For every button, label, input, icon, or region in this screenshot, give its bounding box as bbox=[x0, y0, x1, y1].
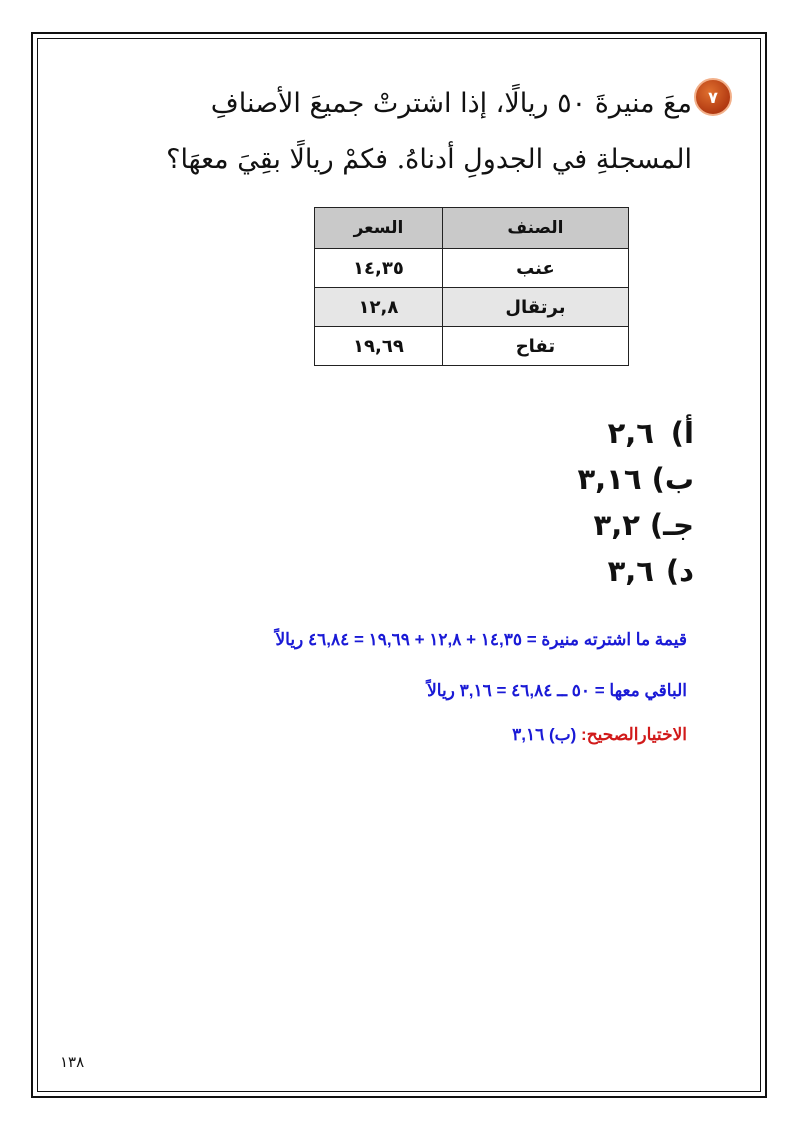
choice-value: ٣,٢ bbox=[593, 508, 640, 542]
question-number-badge bbox=[694, 78, 732, 116]
choice-d[interactable] bbox=[494, 548, 694, 594]
header-item: الصنف bbox=[442, 208, 628, 249]
header-price: السعر bbox=[315, 208, 443, 249]
answer-label: الاختيارالصحيح: bbox=[581, 725, 687, 744]
choice-letter: أ) bbox=[670, 416, 694, 450]
choice-value: ٣,٦ bbox=[607, 554, 654, 588]
choice-letter: ب) bbox=[651, 462, 694, 496]
table-row bbox=[315, 288, 629, 327]
question-line-2: المسجلةِ في الجدولِ أدناهُ. فكمْ ريالًا بقِيَ معهَا؟ bbox=[166, 144, 692, 175]
question-text bbox=[132, 76, 692, 188]
correct-answer bbox=[87, 725, 687, 745]
solution-line-2: الباقي معها = ٥٠ ــ ٤٦,٨٤ = ٣,١٦ ريالاً bbox=[427, 681, 687, 700]
row-item: تفاح bbox=[442, 327, 628, 366]
choice-value: ٢,٦ bbox=[607, 416, 654, 450]
choice-b[interactable] bbox=[494, 456, 694, 502]
answer-choices bbox=[494, 410, 694, 594]
page-number: ١٣٨ bbox=[60, 1053, 85, 1071]
row-price: ١٤,٣٥ bbox=[315, 249, 443, 288]
choice-letter: جـ) bbox=[649, 508, 694, 542]
row-price: ١٢,٨ bbox=[315, 288, 443, 327]
choice-a[interactable] bbox=[494, 410, 694, 456]
prices-table bbox=[314, 207, 629, 366]
answer-value: (ب) ٣,١٦ bbox=[512, 725, 577, 744]
row-price: ١٩,٦٩ bbox=[315, 327, 443, 366]
choice-value: ٣,١٦ bbox=[577, 462, 642, 496]
table-row bbox=[315, 249, 629, 288]
choice-c[interactable] bbox=[494, 502, 694, 548]
row-item: عنب bbox=[442, 249, 628, 288]
choice-letter: د) bbox=[665, 554, 694, 588]
question-line-1: معَ منيرةَ ٥٠ ريالًا، إذا اشترتْ جميعَ الأصنافِ bbox=[210, 88, 692, 119]
table-header-row bbox=[315, 208, 629, 249]
solution-line-1: قيمة ما اشترته منيرة = ١٤,٣٥ + ١٢,٨ + ١٩,٦٩ = ٤٦,٨٤ ريالاً bbox=[275, 630, 687, 649]
table-row bbox=[315, 327, 629, 366]
row-item: برتقال bbox=[442, 288, 628, 327]
question-number: ٧ bbox=[708, 87, 718, 107]
